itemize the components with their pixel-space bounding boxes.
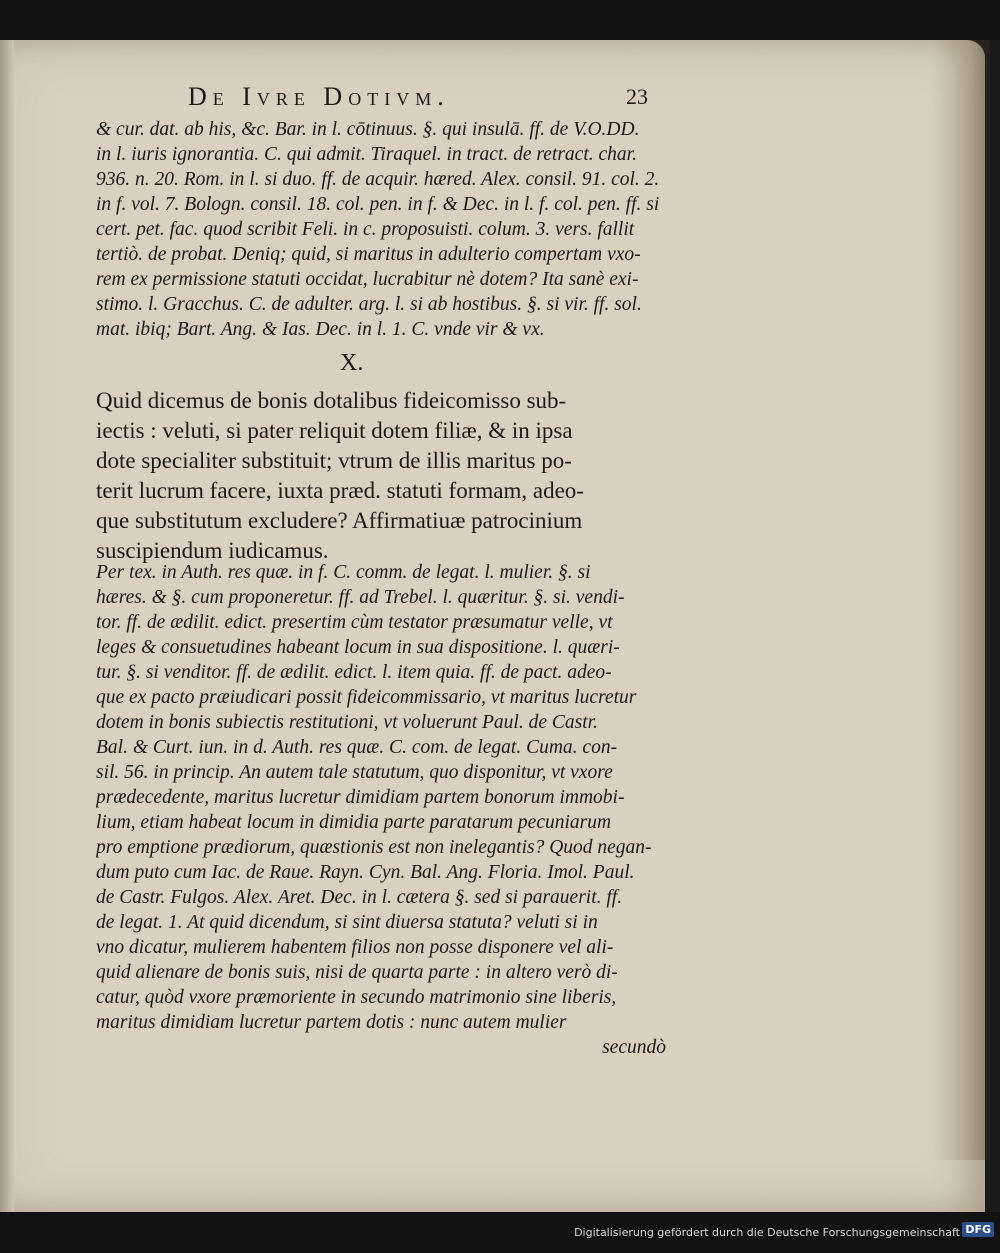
scan-background-top bbox=[0, 0, 1000, 40]
running-title: De Ivre Dotivm. bbox=[188, 82, 450, 111]
catchword: secundò bbox=[602, 1037, 666, 1058]
text-line: que substitutum excludere? Affirmatiuæ patrocinium bbox=[96, 508, 583, 533]
text-line: maritus dimidiam lucretur partem dotis : nunc autem mulier bbox=[96, 1012, 567, 1033]
text-line: hæres. & §. cum proponeretur. ff. ad Trebel. l. quæritur. §. si. vendi- bbox=[96, 587, 625, 608]
text-line: stimo. l. Gracchus. C. de adulter. arg. l. si ab hostibus. §. si vir. ff. sol. bbox=[96, 294, 642, 315]
text-line: catur, quòd vxore præmoriente in secundo matrimonio sine liberis, bbox=[96, 987, 617, 1008]
commentary-block-1 bbox=[96, 117, 666, 342]
text-line: cert. pet. fac. quod scribit Feli. in c. proposuisti. colum. 3. vers. fallit bbox=[96, 219, 635, 240]
text-line: 936. n. 20. Rom. in l. si duo. ff. de acquir. hæred. Alex. consil. 91. col. 2. bbox=[96, 169, 660, 190]
text-line: mat. ibiq; Bart. Ang. & Ias. Dec. in l. 1. C. vnde vir & vx. bbox=[96, 319, 545, 340]
text-line: de legat. 1. At quid dicendum, si sint diuersa statuta? veluti si in bbox=[96, 912, 598, 933]
text-line: tur. §. si venditor. ff. de ædilit. edict. l. item quia. ff. de pact. adeo- bbox=[96, 662, 612, 683]
text-line: & cur. dat. ab his, &c. Bar. in l. cōtinuus. §. qui insulā. ff. de V.O.DD. bbox=[96, 119, 640, 140]
text-line: pro emptione prædiorum, quæstionis est non inelegantis? Quod negan- bbox=[96, 837, 652, 858]
text-line: in l. iuris ignorantia. C. qui admit. Tiraquel. in tract. de retract. char. bbox=[96, 144, 637, 165]
text-line: terit lucrum facere, iuxta præd. statuti formam, adeo- bbox=[96, 478, 584, 503]
text-line: iectis : veluti, si pater reliquit dotem filiæ, & in ipsa bbox=[96, 418, 573, 443]
text-line: que ex pacto præiudicari possit fideicommissario, vt maritus lucretur bbox=[96, 687, 637, 708]
text-line: dotem in bonis subiectis restitutioni, vt voluerunt Paul. de Castr. bbox=[96, 712, 598, 733]
question-paragraph bbox=[96, 386, 666, 566]
text-line: leges & consuetudines habeant locum in sua dispositione. l. quæri- bbox=[96, 637, 620, 658]
text-line: tor. ff. de ædilit. edict. presertim cùm testator præsumatur velle, vt bbox=[96, 612, 613, 633]
text-line: Quid dicemus de bonis dotalibus fideicomisso sub- bbox=[96, 388, 567, 413]
text-line: rem ex permissione statuti occidat, lucrabitur nè dotem? Ita sanè exi- bbox=[96, 269, 639, 290]
text-line: Per tex. in Auth. res quæ. in f. C. comm. de legat. l. mulier. §. si bbox=[96, 562, 591, 583]
text-line: prædecedente, maritus lucretur dimidiam partem bonorum immobi- bbox=[96, 787, 625, 808]
text-line: dum puto cum Iac. de Raue. Rayn. Cyn. Bal. Ang. Floria. Imol. Paul. bbox=[96, 862, 635, 883]
text-line: vno dicatur, mulierem habentem filios non posse disponere vel ali- bbox=[96, 937, 614, 958]
text-line: de Castr. Fulgos. Alex. Aret. Dec. in l. cætera §. sed si parauerit. ff. bbox=[96, 887, 623, 908]
text-line: dote specialiter substituit; vtrum de illis maritus po- bbox=[96, 448, 572, 473]
commentary-block-2 bbox=[96, 560, 666, 1060]
section-number: X. bbox=[340, 350, 364, 376]
page-number: 23 bbox=[626, 84, 648, 109]
text-line: lium, etiam habeat locum in dimidia parte paratarum pecuniarum bbox=[96, 812, 612, 833]
text-line: Bal. & Curt. iun. in d. Auth. res quæ. C. com. de legat. Cuma. con- bbox=[96, 737, 618, 758]
text-line: suscipiendum iudicamus. bbox=[96, 538, 329, 563]
text-line: tertiò. de probat. Deniq; quid, si maritus in adulterio compertam vxo- bbox=[96, 244, 641, 265]
text-line: in f. vol. 7. Bologn. consil. 18. col. pen. in f. & Dec. in l. f. col. pen. ff. si bbox=[96, 194, 660, 215]
text-line: sil. 56. in princip. An autem tale statutum, quo disponitur, vt vxore bbox=[96, 762, 613, 783]
funding-credit: Digitalisierung gefördert durch die Deutsche Forschungsgemeinschaft bbox=[574, 1226, 960, 1239]
text-line: quid alienare de bonis suis, nisi de quarta parte : in altero verò di- bbox=[96, 962, 618, 983]
page-gutter bbox=[0, 40, 14, 1212]
dfg-logo-icon: DFG bbox=[962, 1222, 994, 1237]
